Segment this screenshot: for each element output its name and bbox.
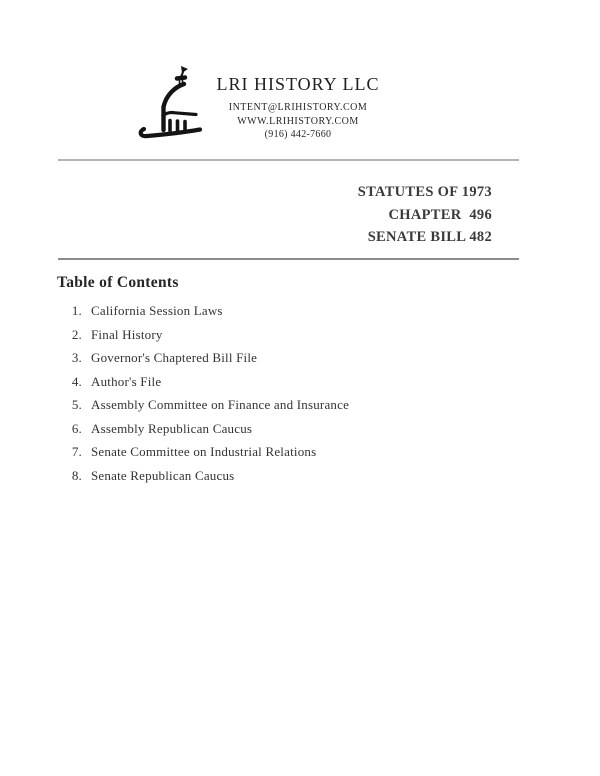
toc-item-number: 2. <box>71 326 82 342</box>
toc-item <box>57 375 349 389</box>
company-name: LRI HISTORY LLC <box>216 74 380 94</box>
toc-item-number: 7. <box>71 444 82 459</box>
toc-item <box>57 328 349 342</box>
toc-item <box>57 398 349 412</box>
company-website: WWW.LRIHISTORY.COM <box>237 115 359 127</box>
toc-item <box>57 445 349 459</box>
toc-item-label: Final History <box>91 326 163 342</box>
letterhead <box>187 74 409 142</box>
toc-item-number: 3. <box>71 350 82 365</box>
company-email: INTENT@LRIHISTORY.COM <box>228 102 368 113</box>
toc-item-label: Assembly Republican Caucus <box>91 420 253 436</box>
toc-title: Table of Contents <box>57 274 179 291</box>
toc-item-label: Governor's Chaptered Bill File <box>91 350 258 365</box>
company-phone: (916) 442-7660 <box>264 129 332 140</box>
toc-item-number: 1. <box>71 303 82 318</box>
toc-item-label: California Session Laws <box>91 303 223 318</box>
toc-item-number: 4. <box>71 373 82 389</box>
chapter-line: CHAPTER 496 <box>388 206 492 223</box>
toc-item-number: 8. <box>71 467 82 483</box>
toc-item-number: 6. <box>71 420 82 436</box>
toc-item-label: Assembly Committee on Finance and Insurance <box>91 397 350 412</box>
senate-bill-line: SENATE BILL 482 <box>367 229 492 245</box>
divider-bottom <box>58 258 519 260</box>
toc-item <box>57 304 349 318</box>
toc-list <box>57 304 349 492</box>
toc-item-label: Senate Committee on Industrial Relations <box>91 444 317 459</box>
toc-item-label: Author's File <box>91 373 162 389</box>
statute-reference <box>0 181 492 249</box>
toc-item <box>57 351 349 365</box>
toc-item-number: 5. <box>71 397 82 412</box>
toc-item <box>57 469 349 483</box>
toc-item <box>57 422 349 436</box>
divider-top <box>58 159 519 161</box>
statutes-year-line: STATUTES OF 1973 <box>357 184 492 200</box>
toc-item-label: Senate Republican Caucus <box>91 467 235 483</box>
